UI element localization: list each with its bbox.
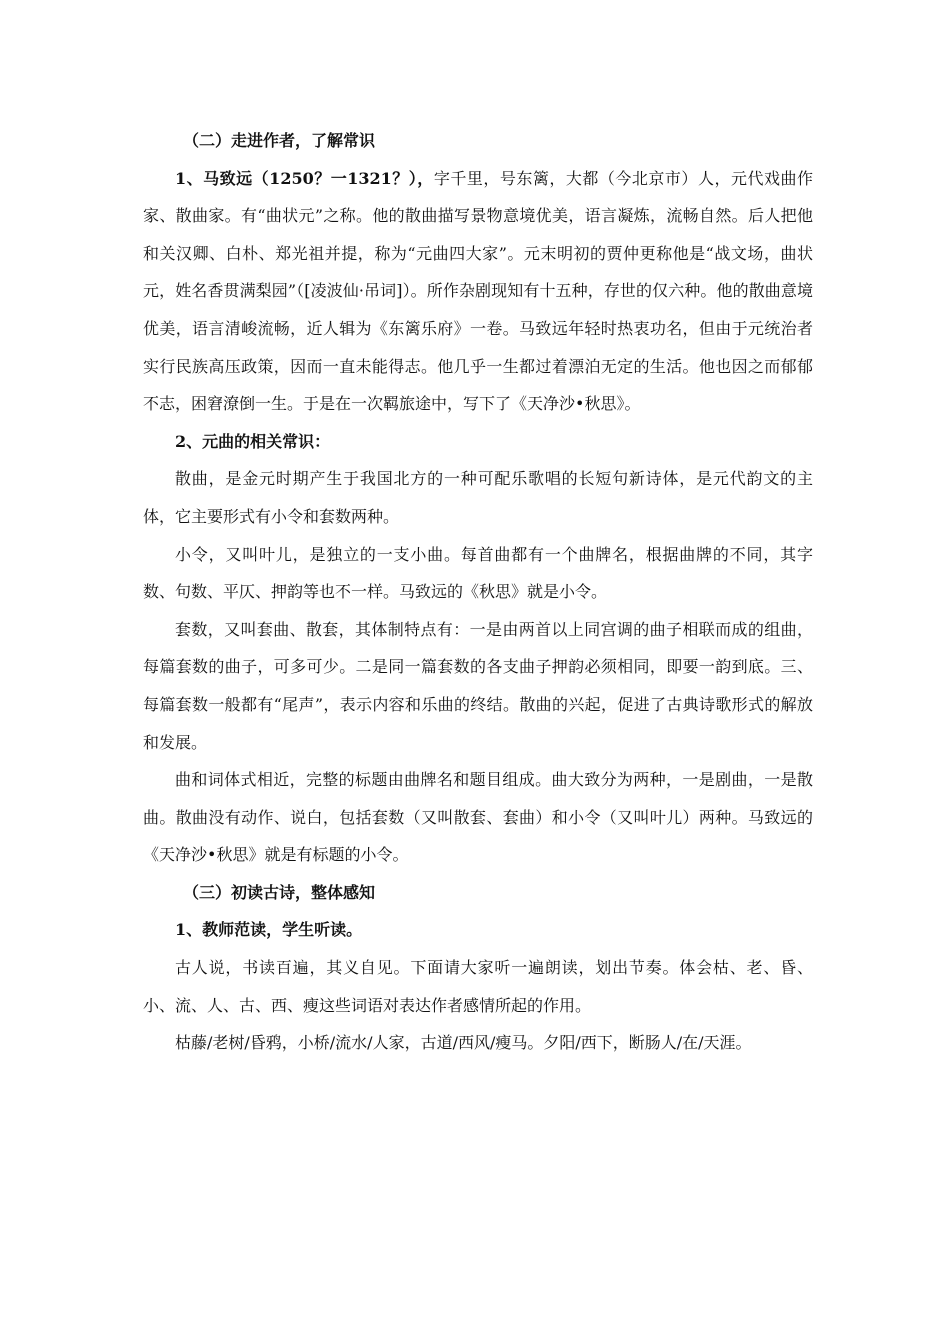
sanqu-paragraph: 散曲，是金元时期产生于我国北方的一种可配乐歌唱的长短句新诗体，是元代韵文的主体，它主要形式有小令和套数两种。 [143, 469, 813, 526]
yuanqu-heading: 2、元曲的相关常识： [175, 431, 331, 451]
reading-paragraph: 古人说，书读百遍，其义自见。下面请大家听一遍朗读，划出节奏。体会枯、老、昏、小、流、人、古、西、瘦这些词语对表达作者感情所起的作用。 [143, 958, 813, 1015]
taoshu-paragraph: 套数，又叫套曲、散套，其体制特点有：一是由两首以上同宫调的曲子相联而成的组曲，每篇套数的曲子，可多可少。二是同一篇套数的各支曲子押韵必须相同，即要一韵到底。三、每篇套数一般都有“尾声”，表示内容和乐曲的终结。散曲的兴起，促进了古典诗歌形式的解放和发展。 [143, 619, 813, 752]
author-paragraph [143, 160, 813, 423]
reading-subheading: 1、教师范读，学生听读。 [175, 920, 363, 940]
document-body [143, 122, 813, 1062]
qu-ci-paragraph: 曲和词体式相近，完整的标题由曲牌名和题目组成。曲大致分为两种，一是剧曲，一是散曲。散曲没有动作、说白，包括套数（又叫散套、套曲）和小令（又叫叶儿）两种。马致远的《天净沙•秋思》就是有标题的小令。 [143, 770, 813, 865]
poem-rhythm-line: 枯藤/老树/昏鸦，小桥/流水/人家，古道/西风/瘦马。夕阳/西下，断肠人/在/天涯。 [175, 1033, 752, 1053]
author-name-lead: 1、马致远（1250？一1321？）， [175, 168, 434, 188]
xiaoling-paragraph: 小令，又叫叶儿，是独立的一支小曲。每首曲都有一个曲牌名，根据曲牌的不同，其字数、句数、平仄、押韵等也不一样。马致远的《秋思》就是小令。 [143, 544, 813, 602]
author-bio: 字千里，号东篱，大都（今北京市）人，元代戏曲作家、散曲家。有“曲状元”之称。他的散曲描写景物意境优美，语言凝炼，流畅自然。后人把他和关汉卿、白朴、郑光祖并提，称为“元曲四大家”。元末明初的贾仲更称他是“战文场，曲状元，姓名香贯满梨园”（[凌波仙·吊词]）。所作杂剧现知有十五种，存世的仅六种。他的散曲意境优美，语言清峻流畅，近人辑为《东篱乐府》一卷。马致远年轻时热衷功名，但由于元统治者实行民族高压政策，因而一直未能得志。他几乎一生都过着漂泊无定的生活。他也因之而郁郁不志，困窘潦倒一生。于是在一次羁旅途中，写下了《天净沙•秋思》。 [143, 168, 813, 414]
section-heading-author: （二）走进作者，了解常识 [183, 131, 376, 150]
section-heading-reading: （三）初读古诗，整体感知 [183, 882, 376, 902]
